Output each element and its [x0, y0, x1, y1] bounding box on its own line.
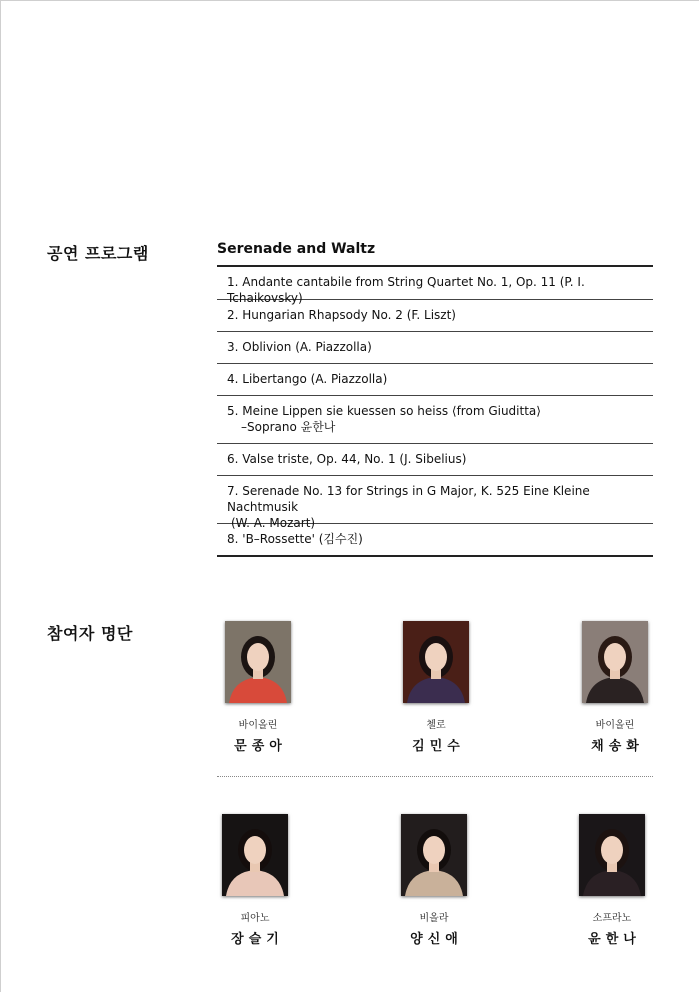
program-item-subtext: (W. A. Mozart) — [231, 516, 316, 530]
portrait-face — [247, 643, 269, 671]
program-item-text: 4. Libertango (A. Piazzolla) — [227, 372, 388, 386]
section-divider — [217, 776, 653, 777]
member-photo — [403, 621, 469, 703]
member-photo — [401, 814, 467, 896]
program-item-text: 5. Meine Lippen sie kuessen so heiss ⟨from Giuditta⟩ — [227, 404, 541, 418]
program-item-subtext: –Soprano 윤한나 — [241, 420, 336, 434]
portrait-face — [425, 643, 447, 671]
program-item — [217, 363, 653, 395]
program-item — [217, 443, 653, 475]
program-heading: 공연 프로그램 — [47, 244, 149, 263]
member-photo — [579, 814, 645, 896]
participants-heading: 참여자 명단 — [47, 624, 133, 643]
portrait-image — [579, 814, 645, 896]
member-card — [374, 814, 494, 947]
portrait-image — [582, 621, 648, 703]
portrait-image — [222, 814, 288, 896]
member-card — [552, 814, 672, 947]
member-card — [555, 621, 675, 754]
member-photo — [225, 621, 291, 703]
member-photo — [222, 814, 288, 896]
program-item — [217, 267, 653, 305]
program-list — [217, 265, 653, 557]
portrait-face — [601, 836, 623, 864]
portrait-image — [401, 814, 467, 896]
member-name: 문종아 — [234, 739, 287, 754]
member-role: 바이올린 — [595, 720, 635, 731]
member-role: 비올라 — [419, 913, 449, 924]
program-title: Serenade and Waltz — [217, 241, 376, 257]
program-item — [217, 475, 653, 530]
member-photo — [582, 621, 648, 703]
program-item-text: 1. Andante cantabile from String Quartet No. 1, Op. 11 (P. I. Tchaikovsky) — [227, 275, 585, 305]
member-name: 장슬기 — [231, 932, 284, 947]
portrait-face — [604, 643, 626, 671]
member-card — [195, 814, 315, 947]
member-name: 김민수 — [412, 739, 465, 754]
program-item — [217, 395, 653, 443]
member-role: 바이올린 — [238, 720, 278, 731]
member-name: 양신애 — [410, 932, 463, 947]
member-name: 채송화 — [591, 739, 644, 754]
program-item-text: 2. Hungarian Rhapsody No. 2 (F. Liszt) — [227, 308, 456, 322]
program-item-text: 3. Oblivion (A. Piazzolla) — [227, 340, 372, 354]
program-item-text: 6. Valse triste, Op. 44, No. 1 (J. Sibelius) — [227, 452, 467, 466]
member-card — [376, 621, 496, 754]
program-item — [217, 331, 653, 363]
member-card — [198, 621, 318, 754]
program-item-text: 7. Serenade No. 13 for Strings in G Major, K. 525 Eine Kleine Nachtmusik — [227, 484, 590, 514]
portrait-face — [423, 836, 445, 864]
portrait-face — [244, 836, 266, 864]
portrait-image — [225, 621, 291, 703]
member-role: 피아노 — [240, 913, 270, 924]
member-name: 윤한나 — [588, 932, 641, 947]
program-item-text: 8. 'B–Rossette' (김수진) — [227, 532, 363, 546]
member-role: 첼로 — [426, 720, 446, 731]
portrait-image — [403, 621, 469, 703]
member-role: 소프라노 — [592, 913, 632, 924]
